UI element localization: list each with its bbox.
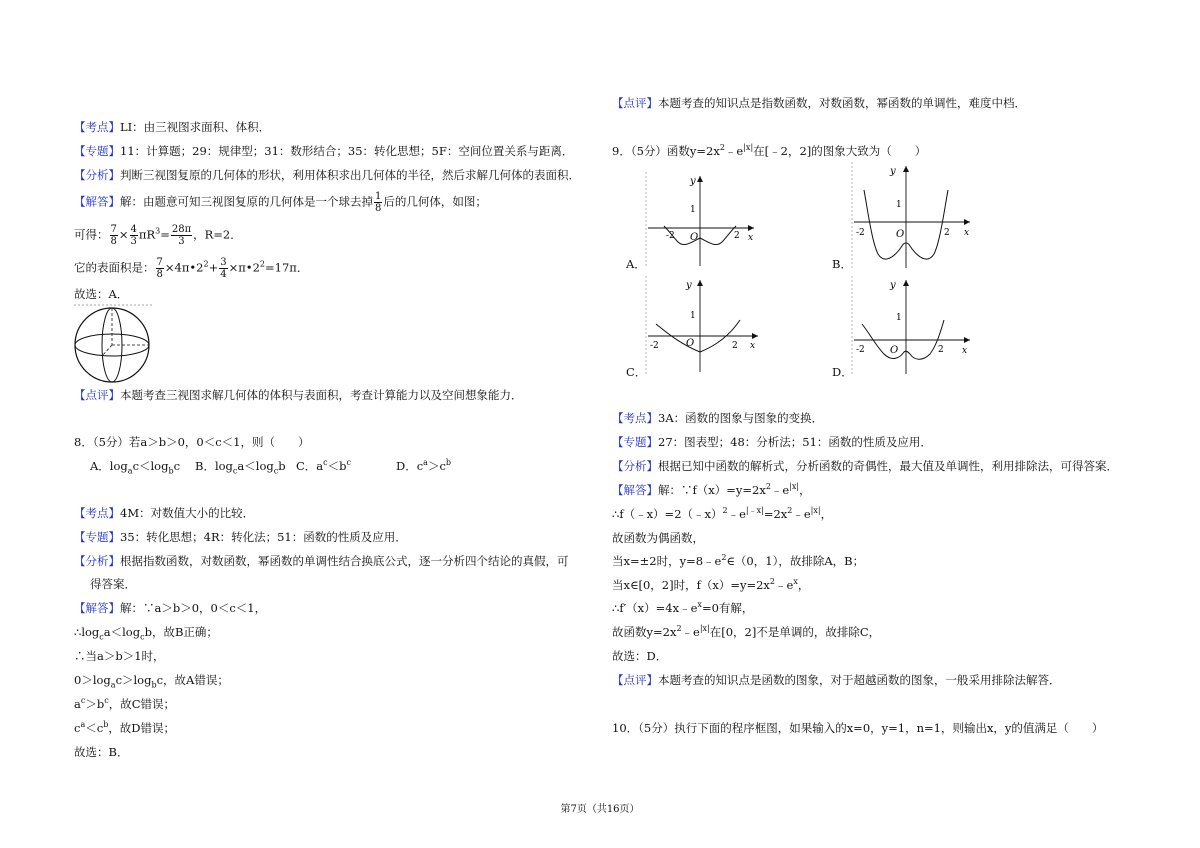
graph-b-one: 1 (896, 200, 902, 210)
graph-a-o: O (690, 232, 699, 243)
zhuanti-7: 【专题】11：计算题；29：规律型；31：数形结合；35：转化思想；5F：空间位置关系与距离． (74, 144, 574, 158)
graph-c-x: x (750, 341, 756, 351)
r-step-5: $\therefore f'(x)=4x﹣e^x=0$有解， (612, 600, 754, 615)
fenxi-8: 【分析】根据指数函数，对数函数，幂函数的单调性结合换底公式，逐一分析四个结论的真假，可 (74, 554, 569, 568)
r-step-1: $\therefore f(﹣x)=2(﹣x)^2﹣e^{|﹣x|}=2x^2﹣e^{|x|}$， (612, 506, 833, 521)
sphere-figure (70, 304, 154, 386)
question-9: 9．（5分）函数$y=2x^2﹣e^{|x|}$在[﹣2，2]的图象大致为（ ） (612, 143, 927, 158)
graph-b-y: y (890, 166, 896, 177)
q8-option-c: C．$a^c<b^c$ (296, 458, 351, 473)
step-1: $\therefore\log_ca<\log_cb$，故B正确； (74, 625, 218, 642)
graph-c-o: O (686, 338, 695, 349)
fenxi-9: 【分析】根据已知中函数的解析式，分析函数的奇偶性，最大值及单调性，利用排除法，可得答案． (612, 459, 1118, 473)
graph-c-two: 2 (732, 341, 738, 351)
graph-c (644, 276, 760, 374)
dianping-7: 【点评】本题考查三视图求解几何体的体积与表面积，考查计算能力以及空间想象能力． (74, 388, 523, 402)
graph-d-y: y (890, 280, 896, 291)
step-5: $c^a<c^b$，故D错误； (74, 720, 176, 735)
graph-d-x: x (962, 346, 968, 356)
step-3: $0>\log_ac>\log_bc$，故A错误； (74, 673, 229, 690)
q8-option-a: A．$\log_ac<\log_bc$ (90, 459, 181, 476)
biaomian-line: 它的表面积是： $\frac{7}{8}$ $\times 4\pi•2^2+$ $\frac{3}{4}$ $\times\pi•2^2=17\pi$． (74, 257, 309, 280)
guxuan-7: 故选：A． (74, 287, 129, 301)
graph-a-y: y (690, 176, 696, 187)
graph-b-o: O (896, 229, 905, 240)
graph-d-two: 2 (938, 345, 944, 355)
graph-a-two: 2 (734, 231, 740, 241)
kede-line: 可得： $\frac{7}{8}$ × $\frac{4}{3}$ $\pi R^3=$ $\frac{28\pi}{3}$ ，R=2． (74, 224, 242, 247)
graph-b-x: x (964, 228, 970, 238)
kaodian-8: 【考点】4M：对数值大小的比较． (74, 506, 255, 520)
graph-b-two: 2 (944, 228, 950, 238)
page-footer: 第7页（共16页） (560, 804, 640, 815)
jieda-8: 【解答】解：∵a＞b＞0，0＜c＜1， (74, 601, 267, 615)
graph-label-c: C． (626, 365, 647, 379)
graph-d (850, 276, 972, 376)
question-10: 10．（5分）执行下面的程序框图，如果输入的x=0，y=1，n=1，则输出x，y的值满足（ ） (612, 721, 1104, 735)
graph-d-neg2: -2 (856, 345, 865, 355)
zhuanti-8: 【专题】35：转化思想；4R：转化法；51：函数的性质及应用． (74, 530, 407, 544)
step-4: $a^c>b^c$，故C错误； (74, 696, 176, 711)
dianping-9: 【点评】本题考查的知识点是函数的图象，对于超越函数的图象，一般采用排除法解答． (612, 673, 1061, 687)
r-step-4: 当x∈[0，2]时，$f(x)=y=2x^2﹣e^x$， (612, 577, 810, 592)
jieda-7: 【解答】解：由题意可知三视图复原的几何体是一个球去掉 $\frac{1}{8}$ 后的几何体，如图； (74, 191, 487, 214)
r-step-2: 故函数为偶函数， (612, 531, 704, 545)
graph-a-neg2: -2 (666, 231, 675, 241)
step-2: ∴当a＞b＞1时， (74, 649, 165, 663)
graph-c-y: y (686, 280, 692, 291)
graph-c-one: 1 (690, 311, 696, 321)
graph-d-o: O (890, 345, 899, 356)
graph-label-d: D． (832, 365, 853, 379)
graph-a-one: 1 (690, 205, 696, 215)
question-8: 8．（5分）若a＞b＞0，0＜c＜1，则（ ） (74, 435, 310, 449)
jieda-9: 【解答】解：$\because f(x)=y=2x^2﹣e^{|x|}$， (612, 482, 811, 497)
graph-a-x: x (748, 233, 754, 243)
dianping-top: 【点评】本题考查的知识点是指数函数，对数函数，幂函数的单调性，难度中档． (612, 96, 1026, 110)
kaodian-9: 【考点】3A：函数的图象与图象的变换． (612, 411, 824, 425)
kaodian-7: 【考点】LI：由三视图求面积、体积． (74, 120, 271, 134)
graph-b-neg2: -2 (856, 228, 865, 238)
fenxi-7: 【分析】判断三视图复原的几何体的形状，利用体积求出几何体的半径，然后求解几何体的表面积． (74, 168, 580, 182)
graph-a (644, 172, 756, 268)
graph-d-one: 1 (896, 313, 902, 323)
graph-label-b: B． (832, 257, 852, 271)
q8-option-d: D．$c^a>c^b$ (396, 458, 452, 473)
r-step-3: 当x=±2时，$y=8﹣e^2\in(0$，1），故排除A，B； (612, 553, 865, 568)
fenxi-8-cont: 得答案． (90, 577, 136, 591)
q8-option-b: B．$\log_ca<\log_cb$ (195, 459, 286, 476)
r-step-6: 故函数$y=2x^2﹣e^{|x|}$在[0，2]不是单调的，故排除C， (612, 624, 881, 639)
zhuanti-9: 【专题】27：图表型；48：分析法；51：函数的性质及应用． (612, 435, 932, 449)
guxuan-9: 故选：D． (612, 649, 668, 663)
graph-c-neg2: -2 (650, 341, 659, 351)
guxuan-8: 故选：B． (74, 745, 129, 759)
graph-label-a: A． (626, 257, 646, 271)
graph-b (850, 162, 972, 270)
